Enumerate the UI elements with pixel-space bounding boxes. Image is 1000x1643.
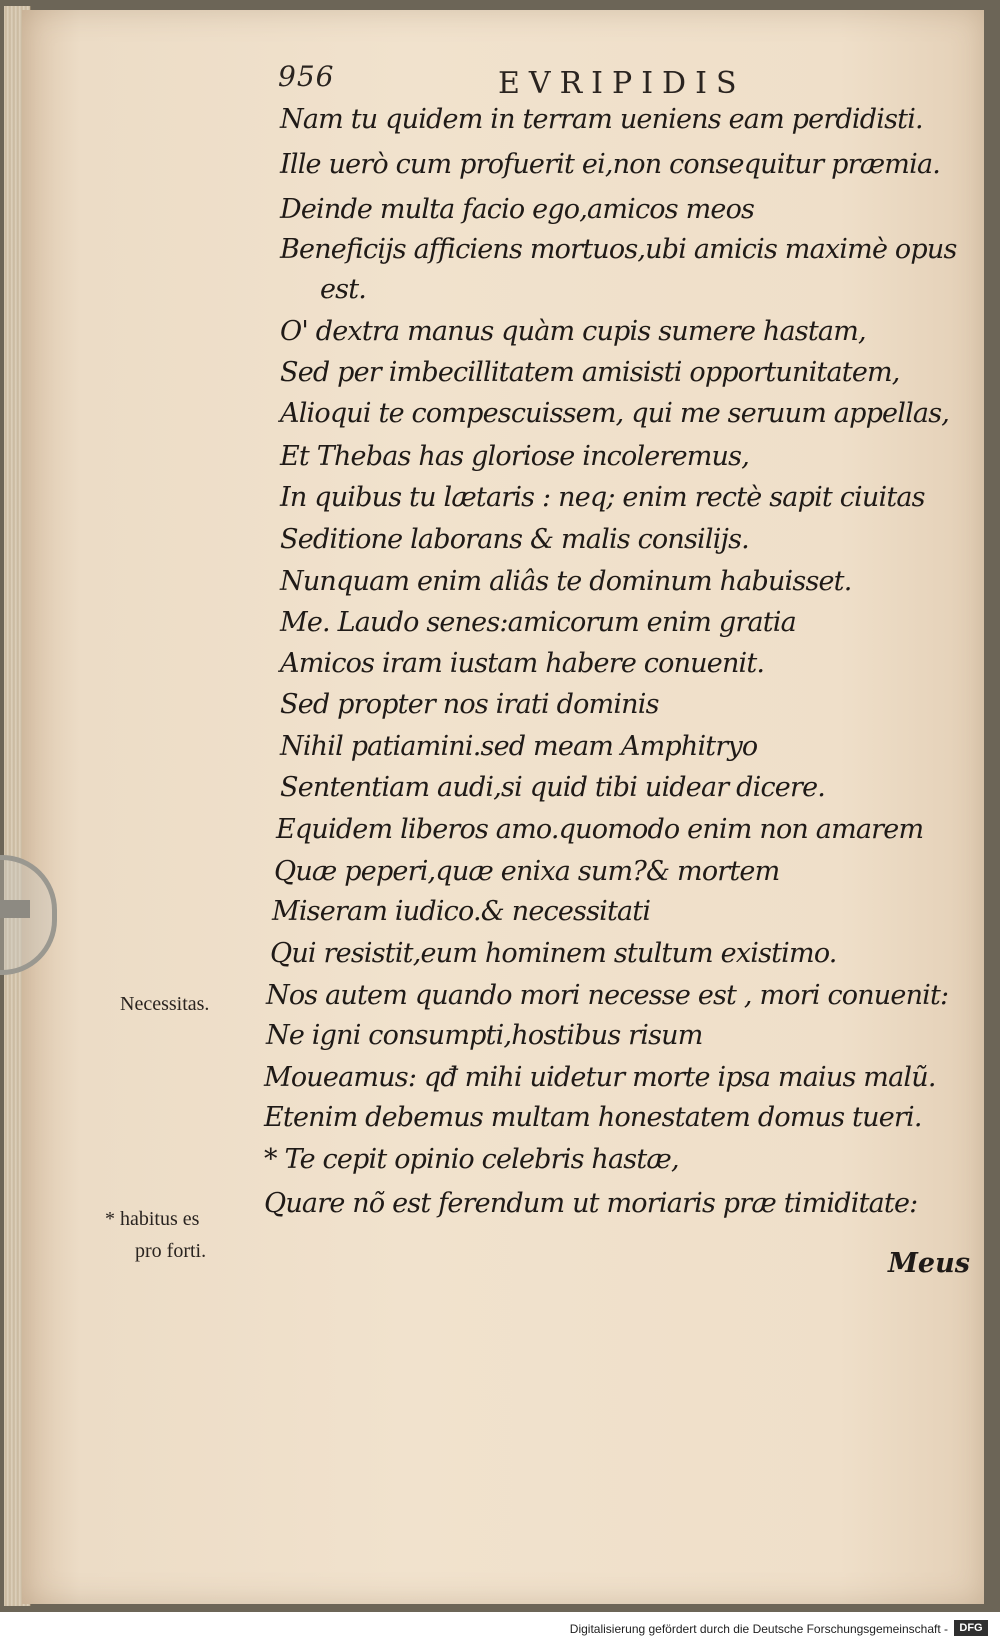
- text-line: O' dextra manus quàm cupis sumere hastam,: [280, 316, 866, 347]
- text-line: Me. Laudo senes:amicorum enim gratia: [280, 607, 796, 638]
- text-line: Sententiam audi,si quid tibi uidear dicere.: [280, 772, 826, 803]
- text-line: Nos autem quando mori necesse est , mori conuenit:: [266, 980, 949, 1011]
- text-line: Seditione laborans & malis consilijs.: [280, 524, 749, 555]
- text-line: Ille uerò cum profuerit ei,non consequitur præmia.: [280, 149, 941, 180]
- margin-note-necessitas: Necessitas.: [120, 993, 210, 1015]
- text-line: Moueamus: qđ mihi uidetur morte ipsa maius malũ.: [264, 1062, 936, 1093]
- footer-bar: [0, 1612, 1000, 1643]
- text-line: Deinde multa facio ego,amicos meos: [280, 194, 755, 225]
- clasp-bar: [0, 900, 30, 918]
- text-line: Nihil patiamini.sed meam Amphitryo: [280, 731, 758, 762]
- margin-note-habitus: * habitus es: [105, 1208, 200, 1230]
- catchword: Meus: [888, 1248, 970, 1279]
- text-line: Miseram iudico.& necessitati: [272, 896, 651, 927]
- dfg-logo-icon: DFG: [954, 1620, 988, 1636]
- text-line: Etenim debemus multam honestatem domus tueri.: [264, 1102, 922, 1133]
- text-line: Amicos iram iustam habere conuenit.: [280, 648, 765, 679]
- text-line: Equidem liberos amo.quomodo enim non amarem: [276, 814, 924, 845]
- footer-credit: Digitalisierung gefördert durch die Deutsche Forschungsgemeinschaft -: [569, 1622, 948, 1636]
- text-line: * Te cepit opinio celebris hastæ,: [264, 1144, 679, 1175]
- text-line: est.: [320, 274, 367, 305]
- text-line: Beneficijs afficiens mortuos,ubi amicis maximè opus: [280, 234, 957, 265]
- text-line: Et Thebas has gloriose incoleremus,: [280, 441, 749, 472]
- running-head: EVRIPIDIS: [498, 66, 746, 101]
- text-line: Nam tu quidem in terram ueniens eam perdidisti.: [280, 104, 923, 135]
- text-line: Quæ peperi,quæ enixa sum?& mortem: [274, 856, 780, 887]
- page-number: 956: [278, 60, 335, 93]
- text-line: Qui resistit,eum hominem stultum existimo.: [270, 938, 837, 969]
- text-line: Sed propter nos irati dominis: [280, 689, 659, 720]
- text-line: Ne igni consumpti,hostibus risum: [266, 1020, 703, 1051]
- text-line: Sed per imbecillitatem amisisti opportunitatem,: [280, 357, 900, 388]
- text-line: Quare nõ est ferendum ut moriaris præ timiditate:: [264, 1188, 918, 1219]
- margin-note-pro-forti: pro forti.: [135, 1240, 207, 1262]
- text-line: In quibus tu lætaris : neq; enim rectè sapit ciuitas: [280, 482, 925, 513]
- text-line: Nunquam enim aliâs te dominum habuisset.: [280, 566, 852, 597]
- text-line: Alioqui te compescuissem, qui me seruum appellas,: [280, 398, 950, 429]
